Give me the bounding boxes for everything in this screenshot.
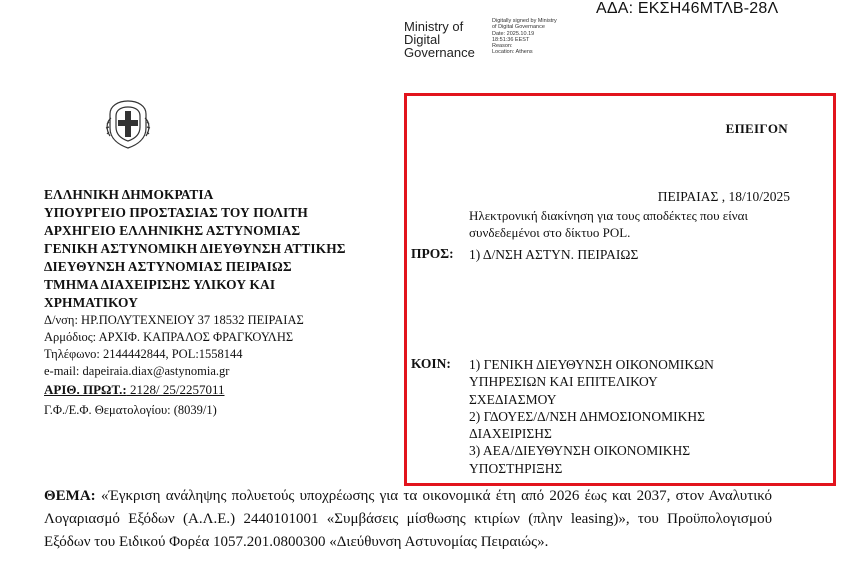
sender-line: ΑΡΧΗΓΕΙΟ ΕΛΛΗΝΙΚΗΣ ΑΣΤΥΝΟΜΙΑΣ — [44, 223, 301, 238]
signature-line: Location: Athens — [492, 49, 533, 56]
signature-line: Reason: — [492, 43, 513, 50]
greek-coat-of-arms-icon — [104, 98, 152, 150]
urgency-label: ΕΠΕΙΓΟΝ — [725, 121, 788, 136]
cc-line: 3) ΑΕΑ/ΔΙΕΥΘΥΝΣΗ ΟΙΚΟΝΟΜΙΚΗΣ — [469, 443, 691, 459]
sender-email: e-mail: dapeiraia.diax@astynomia.gr — [44, 364, 230, 378]
sender-line: ΧΡΗΜΑΤΙΚΟΥ — [44, 295, 138, 310]
subject-text: «Έγκριση ανάληψης πολυετούς υποχρέωσης για τα οικονομικά έτη από 2026 έως και 2037, στον Αναλυτικό Λογαριασμό Εξόδων (Α.Λ.Ε.) 2440101001 «Συμβάσεις μίσθωσης κτιρίων (πλην leasing)», του Προϋπολογισμού Εξόδων του Ειδικού Φορέα 1057.201.0800300 «Διεύθυνση Αστυνομίας Πειραιώς». — [44, 488, 772, 550]
thematology-line: Γ.Φ./Ε.Φ. Θεματολογίου: (8039/1) — [44, 403, 217, 417]
cc-recipients — [469, 356, 799, 477]
subject-label: ΘΕΜΑ: — [44, 488, 96, 504]
sender-block — [44, 186, 404, 420]
protocol-label: ΑΡΙΘ. ΠΡΩΤ.: — [44, 382, 127, 397]
signature-line: Digitally signed by Ministry — [492, 18, 557, 24]
digital-signature-block — [492, 18, 557, 56]
sender-line: ΕΛΛΗΝΙΚΗ ΔΗΜΟΚΡΑΤΙΑ — [44, 187, 214, 202]
ministry-line: Ministry of — [404, 19, 464, 34]
signature-line: Date: 2025.10.19 — [492, 30, 535, 37]
sender-line: ΥΠΟΥΡΓΕΙΟ ΠΡΟΣΤΑΣΙΑΣ ΤΟΥ ΠΟΛΙΤΗ — [44, 205, 308, 220]
ministry-label — [404, 20, 475, 59]
to-recipient: 1) Δ/ΝΣΗ ΑΣΤΥΝ. ΠΕΙΡΑΙΩΣ — [469, 247, 639, 262]
cc-label: ΚΟΙΝ: — [411, 356, 451, 371]
cc-line: ΥΠΟΣΤΗΡΙΞΗΣ — [469, 460, 563, 476]
cc-line: ΣΧΕΔΙΑΣΜΟΥ — [469, 391, 557, 407]
sender-address: Δ/νση: ΗΡ.ΠΟΛΥΤΕΧΝΕΙΟΥ 37 18532 ΠΕΙΡΑΙΑΣ — [44, 313, 304, 327]
sender-line: ΤΜΗΜΑ ΔΙΑΧΕΙΡΙΣΗΣ ΥΛΙΚΟΥ ΚΑΙ — [44, 277, 276, 292]
sender-responsible: Αρμόδιος: ΑΡΧΙΦ. ΚΑΠΡΑΛΟΣ ΦΡΑΓΚΟΥΛΗΣ — [44, 330, 294, 344]
signature-line: 18:51:36 EEST — [492, 36, 530, 43]
to-label: ΠΡΟΣ: — [411, 246, 454, 261]
ministry-line: Digital — [404, 32, 441, 47]
cc-line: 1) ΓΕΝΙΚΗ ΔΙΕΥΘΥΝΣΗ ΟΙΚΟΝΟΜΙΚΩΝ — [469, 357, 714, 372]
document-date: ΠΕΙΡΑΙΑΣ , 18/10/2025 — [657, 189, 790, 204]
cc-line: ΥΠΗΡΕΣΙΩΝ ΚΑΙ ΕΠΙΤΕΛΙΚΟΥ — [469, 374, 658, 390]
signature-line: of Digital Governance — [492, 24, 545, 31]
cc-line: ΔΙΑΧΕΙΡΙΣΗΣ — [469, 426, 552, 442]
protocol-value: 2128/ 25/2257011 — [126, 382, 225, 397]
electronic-distribution-note: Ηλεκτρονική διακίνηση για τους αποδέκτες που είναι συνδεδεμένοι στο δίκτυο POL. — [469, 208, 748, 240]
sender-line: ΓΕΝΙΚΗ ΑΣΤΥΝΟΜΙΚΗ ΔΙΕΥΘΥΝΣΗ ΑΤΤΙΚΗΣ — [44, 241, 346, 256]
ada-code: ΑΔΑ: ΕΚΣΗ46ΜΤΛΒ-28Λ — [596, 0, 779, 17]
protocol-number — [44, 380, 404, 399]
subject-paragraph — [44, 485, 772, 554]
sender-line: ΔΙΕΥΘΥΝΣΗ ΑΣΤΥΝΟΜΙΑΣ ΠΕΙΡΑΙΩΣ — [44, 259, 292, 274]
ministry-line: Governance — [404, 45, 475, 60]
sender-phone: Τηλέφωνο: 2144442844, POL:1558144 — [44, 347, 243, 361]
cc-line: 2) ΓΔΟΥΕΣ/Δ/ΝΣΗ ΔΗΜΟΣΙΟΝΟΜΙΚΗΣ — [469, 408, 706, 424]
